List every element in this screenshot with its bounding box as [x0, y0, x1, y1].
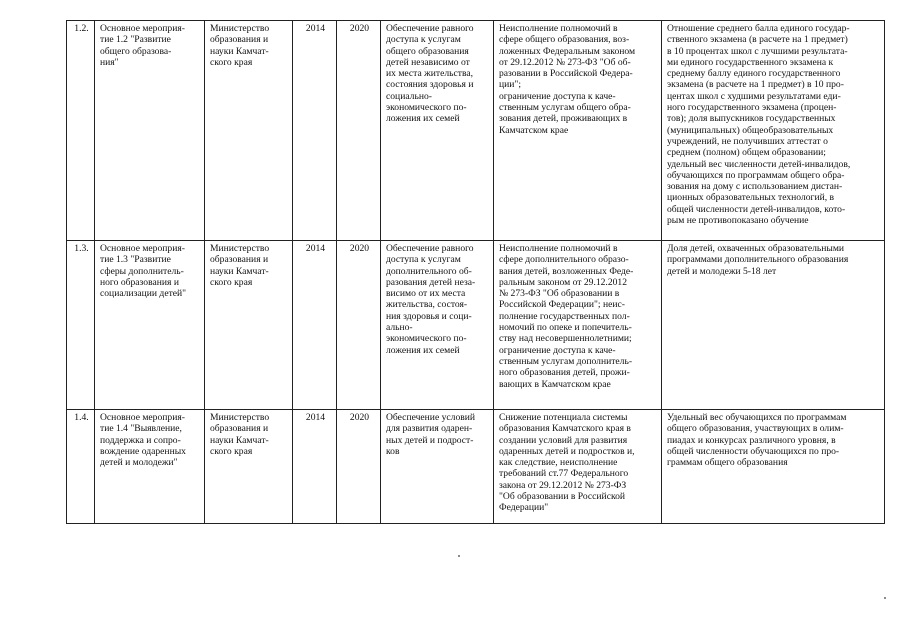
row-number: 1.3.	[67, 241, 95, 410]
scan-speck	[458, 555, 460, 557]
table-row	[67, 410, 885, 524]
row-number: 1.2.	[67, 21, 95, 241]
expected-result: Обеспечение условий для развития одарен- ных детей и подрост- ков	[381, 410, 494, 524]
expected-result: Обеспечение равного доступа к услугам дополнительного об- разования детей неза- висимо от их места жительства, состоя- ния здоровья и соци- ально- экономического по- ложения их семей	[381, 241, 494, 410]
activity-name: Основное мероприя- тие 1.4 "Выявление, поддержка и сопро- вождение одаренных детей и молодежи"	[95, 410, 205, 524]
non-implementation-consequences: Неисполнение полномочий в сфере общего образования, воз- ложенных Федеральным законом от 29.12.2012 № 273-ФЗ "Об об- разовании в Российской Федера- ции"; ограничение доступа к каче- ственным услугам общего обра- зования детей, проживающих в Камчатском крае	[494, 21, 662, 241]
activity-name: Основное мероприя- тие 1.2 "Развитие общего образова- ния"	[95, 21, 205, 241]
table-row	[67, 21, 885, 241]
end-year: 2020	[337, 410, 381, 524]
row-number: 1.4.	[67, 410, 95, 524]
non-implementation-consequences: Неисполнение полномочий в сфере дополнительного образо- вания детей, возложенных Феде- ральным законом от 29.12.2012 № 273-ФЗ "Об образовании в Российской Федерации"; неис- полнение государственных пол- номочий по опеке и попечитель- ству над несовершеннолетними; ограничение доступа к каче- ственным услугам дополнитель- ного образования детей, прожи- вающих в Камчатском крае	[494, 241, 662, 410]
start-year: 2014	[293, 410, 337, 524]
start-year: 2014	[293, 21, 337, 241]
start-year: 2014	[293, 241, 337, 410]
non-implementation-consequences: Снижение потенциала системы образования Камчатского края в создании условий для развития одаренных детей и подростков и, как следствие, неисполнение требований ст.77 Федерального закона от 29.12.2012 № 273-ФЗ "Об образовании в Российской Федерации"	[494, 410, 662, 524]
program-activities-table	[66, 20, 885, 524]
related-indicators: Удельный вес обучающихся по программам общего образования, участвующих в олим- пиадах и конкурсах различного уровня, в общей численности обучающихся по про- граммам общего образования	[662, 410, 885, 524]
responsible-executor: Министерство образования и науки Камчат- ского края	[205, 410, 293, 524]
expected-result: Обеспечение равного доступа к услугам общего образования детей независимо от их места жительства, состояния здоровья и социально- экономического по- ложения их семей	[381, 21, 494, 241]
end-year: 2020	[337, 241, 381, 410]
responsible-executor: Министерство образования и науки Камчат- ского края	[205, 241, 293, 410]
related-indicators: Отношение среднего балла единого государ- ственного экзамена (в расчете на 1 предмет) в 10 процентах школ с лучшими результата- ми единого государственного экзамена к среднему баллу единого государственного экзамена (в расчете на 1 предмет) в 10 про- центах школ с худшими результатами еди- ного государственного экзамена (процен- тов); доля выпускников государственных (муниципальных) общеобразовательных учреждений, не получивших аттестат о среднем (полном) общем образовании; удельный вес численности детей-инвалидов, обучающихся по программам общего обра- зования на дому с использованием дистан- ционных образовательных технологий, в общей численности детей-инвалидов, кото- рым не противопоказано обучение	[662, 21, 885, 241]
table-row	[67, 241, 885, 410]
related-indicators: Доля детей, охваченных образовательными программами дополнительного образования детей и молодежи 5-18 лет	[662, 241, 885, 410]
activity-name: Основное мероприя- тие 1.3 "Развитие сферы дополнитель- ного образования и социализации детей"	[95, 241, 205, 410]
responsible-executor: Министерство образования и науки Камчат- ского края	[205, 21, 293, 241]
end-year: 2020	[337, 21, 381, 241]
scan-speck	[884, 597, 886, 599]
